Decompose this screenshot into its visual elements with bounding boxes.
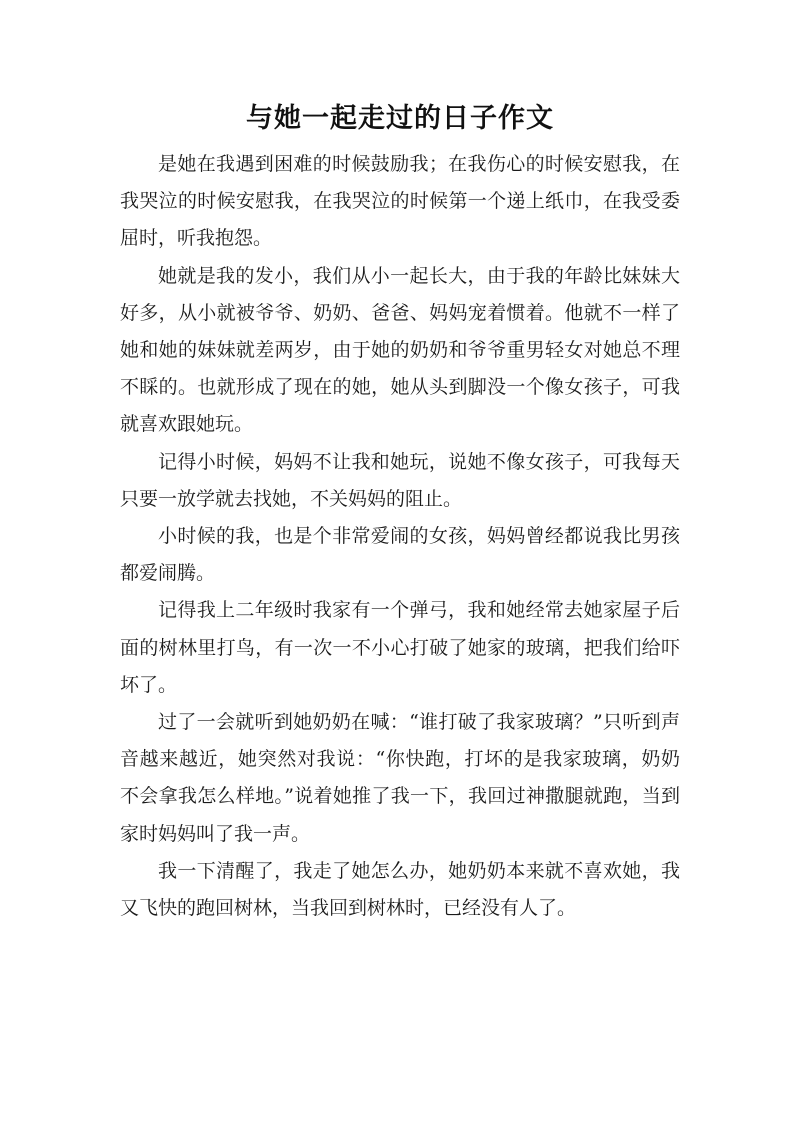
paragraph: 记得小时候，妈妈不让我和她玩，说她不像女孩子，可我每天只要一放学就去找她，不关妈妈的阻止。: [120, 450, 680, 510]
document-title: 与她一起走过的日子作文: [246, 103, 554, 134]
paragraph: 我一下清醒了，我走了她怎么办，她奶奶本来就不喜欢她，我又飞快的跑回树林，当我回到树林时，已经没有人了。: [120, 859, 680, 920]
paragraph: 是她在我遇到困难的时候鼓励我；在我伤心的时候安慰我，在我哭泣的时候安慰我，在我哭泣的时候第一个递上纸巾，在我受委屈时，听我抱怨。: [120, 153, 680, 250]
document-body: [120, 146, 680, 927]
paragraph: 小时候的我，也是个非常爱闹的女孩，妈妈曾经都说我比男孩都爱闹腾。: [120, 525, 680, 585]
paragraph: 过了一会就听到她奶奶在喊：“谁打破了我家玻璃？”只听到声音越来越近，她突然对我说：“你快跑，打坏的是我家玻璃，奶奶不会拿我怎么样地。”说着她推了我一下，我回过神撒腿就跑，当到家时妈妈叫了我一声。: [120, 711, 680, 845]
paragraph: 记得我上二年级时我家有一个弹弓，我和她经常去她家屋子后面的树林里打鸟，有一次一不小心打破了她家的玻璃，把我们给吓坏了。: [120, 599, 680, 696]
paragraph: 她就是我的发小，我们从小一起长大，由于我的年龄比妹妹大好多，从小就被爷爷、奶奶、爸爸、妈妈宠着惯着。他就不一样了她和她的妹妹就差两岁，由于她的奶奶和爷爷重男轻女对她总不理不睬的。也就形成了现在的她，她从头到脚没一个像女孩子，可我就喜欢跟她玩。: [120, 264, 680, 436]
